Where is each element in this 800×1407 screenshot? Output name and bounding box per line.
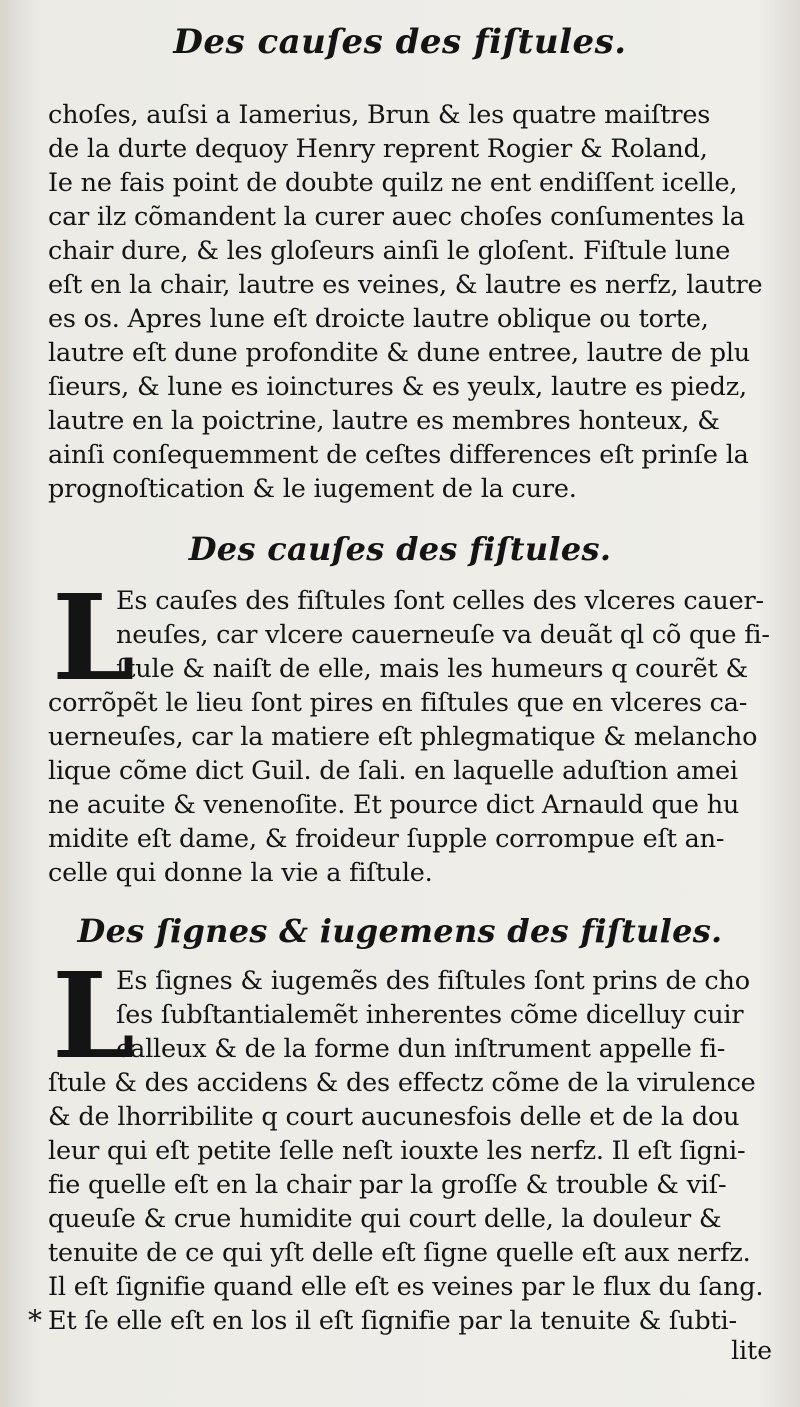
text-line: Es cauſes des fiſtules ſont celles des vlceres cauer- (116, 586, 764, 616)
text-line: queuſe & crue humidite qui court delle, la douleur & (48, 1204, 722, 1234)
text-line: ainſi conſequemment de ceſtes differences eſt prinſe la (48, 440, 749, 470)
text-line: Il eſt ſignifie quand elle eſt es veines par le flux du ſang. (48, 1272, 764, 1302)
top-text-block (48, 98, 774, 506)
text-line: ne acuite & venenoſite. Et pource dict Arnauld que hu (48, 790, 740, 820)
section-heading-signs: Des ſignes & iugemens des fiſtules. (77, 912, 723, 950)
text-line: calleux & de la forme dun inſtrument appelle fi- (116, 1034, 726, 1064)
running-head: Des cauſes des fiſtules. (173, 22, 627, 62)
text-line: midite eſt dame, & froideur ſupple corrompue eſt an- (48, 824, 725, 854)
text-line: lautre eſt dune profondite & dune entree, lautre de plu (48, 338, 751, 368)
text-line: uerneuſes, car la matiere eſt phlegmatique & melancho (48, 722, 758, 752)
drop-cap-initial: L (52, 946, 135, 1085)
text-line: lautre en la poictrine, lautre es membres honteux, & (48, 406, 720, 436)
drop-cap-initial: L (52, 568, 135, 707)
text-line: fie quelle eſt en la chair par la groſſe & trouble & viſ- (48, 1170, 727, 1200)
section-causes-text (48, 568, 774, 890)
text-line: es os. Apres lune eſt droicte lautre oblique ou torte, (48, 304, 709, 334)
text-line: de la durte dequoy Henry reprent Rogier & Roland, (48, 134, 708, 164)
section-signs-text (48, 946, 774, 1338)
text-line: prognoſtication & le iugement de la cure. (48, 474, 577, 504)
text-line: chair dure, & les gloſeurs ainſi le gloſent. Fiſtule lune (48, 236, 731, 266)
text-line: ſes ſubſtantialemẽt inherentes cõme dicelluy cuir (116, 1000, 744, 1030)
text-line: Es ſignes & iugemẽs des fiſtules ſont prins de cho (116, 966, 750, 996)
text-line: tenuite de ce qui yſt delle eſt ſigne quelle eſt aux nerfz. (48, 1238, 751, 1268)
text-line: ſtule & des accidens & des effectz cõme de la virulence (48, 1068, 756, 1098)
text-line: corrõpẽt le lieu ſont pires en fiſtules que en vlceres ca- (48, 688, 748, 718)
text-line: lique cõme dict Guil. de ſali. en laquelle aduſtion amei (48, 756, 738, 786)
text-line: ſieurs, & lune es ioinctures & es yeulx, lautre es piedz, (48, 372, 747, 402)
text-line: car ilz cõmandent la curer auec choſes conſumentes la (48, 202, 745, 232)
catchword: lite (731, 1336, 772, 1365)
text-line: leur qui eſt petite ſelle neſt iouxte les nerfz. Il eſt ſigni- (48, 1136, 746, 1166)
text-line: neuſes, car vlcere cauerneuſe va deuãt ql cõ que fi- (116, 620, 770, 650)
text-line: celle qui donne la vie a fiſtule. (48, 858, 433, 888)
text-line: eſt en la chair, lautre es veines, & lautre es nerfz, lautre (48, 270, 763, 300)
text-line: ſtule & naiſt de elle, mais les humeurs q courẽt & (116, 654, 748, 684)
text-line: & de lhorribilite q court aucunesfois delle et de la dou (48, 1102, 740, 1132)
text-line: Ie ne fais point de doubte quilz ne ent endiſſent icelle, (48, 168, 738, 198)
text-line: Et ſe elle eſt en los il eſt ſignifie par la tenuite & ſubti- (48, 1306, 737, 1336)
section-heading-causes: Des cauſes des fiſtules. (188, 530, 612, 568)
asterisk-mark: * (28, 1304, 42, 1337)
text-line: choſes, auſsi a Iamerius, Brun & les quatre maiſtres (48, 100, 711, 130)
